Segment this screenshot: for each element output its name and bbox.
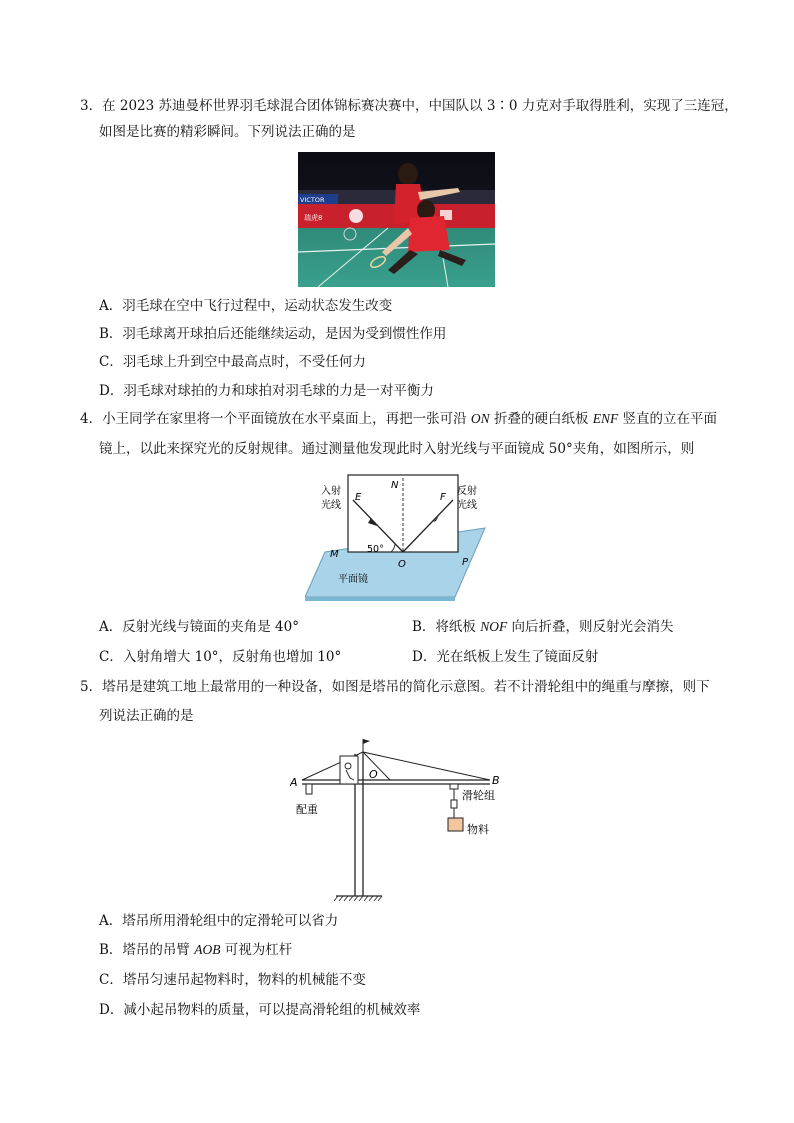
point-n-label: N — [391, 480, 399, 491]
load-label: 物料 — [467, 823, 489, 836]
q3-option-a: A．羽毛球在空中飞行过程中，运动状态发生改变 — [99, 298, 393, 314]
angle-label: 50° — [367, 544, 384, 555]
q5-option-b-part-b: 可视为杠杆 — [220, 942, 293, 958]
q3-option-d: D．羽毛球对球拍的力和球拍对羽毛球的力是一对平衡力 — [99, 383, 434, 399]
q4-option-b-part-a: B．将纸板 — [412, 619, 481, 635]
badminton-photo — [298, 152, 495, 287]
q3-option-c: C．羽毛球上升到空中最高点时，不受任何力 — [99, 354, 366, 370]
q5-option-b — [99, 940, 292, 960]
q3-stem-line1: 3．在 2023 苏迪曼杯世界羽毛球混合团体锦标赛决赛中，中国队以 3∶0 力克对手取得胜利，实现了三连冠， — [80, 98, 738, 114]
point-p-label: P — [462, 557, 469, 568]
tower-crane-diagram — [290, 736, 505, 901]
point-a-label: A — [290, 776, 298, 789]
reflection-diagram — [305, 470, 495, 605]
point-o-label: O — [398, 559, 406, 570]
counterweight-label: 配重 — [296, 803, 318, 816]
banner-text: 瑞虎8 — [304, 214, 323, 222]
q5-stem-line2: 列说法正确的是 — [99, 708, 194, 724]
q4-stem-part-a: 4．小王同学在家里将一个平面镜放在水平桌面上，再把一张可沿 — [80, 411, 471, 427]
point-m-label: M — [330, 549, 339, 560]
q4-stem-line1 — [80, 409, 717, 429]
mirror-label: 平面镜 — [338, 574, 368, 585]
q5-stem-line1: 5．塔吊是建筑工地上最常用的一种设备，如图是塔吊的简化示意图。若不计滑轮组中的绳重与摩擦，则下 — [80, 679, 710, 695]
q3-stem-line2: 如图是比赛的精彩瞬间。下列说法正确的是 — [99, 124, 356, 140]
q5-option-d: D．减小起吊物料的质量，可以提高滑轮组的机械效率 — [99, 1002, 421, 1018]
point-b-label: B — [492, 774, 500, 787]
q5-option-b-aob: AOB — [194, 942, 221, 957]
point-e-label: E — [355, 492, 362, 503]
q5-option-b-part-a: B．塔吊的吊臂 — [99, 942, 195, 958]
reflected-label-1: 反射 — [457, 486, 477, 497]
q4-option-b — [412, 617, 674, 637]
q4-stem-enf: ENF — [592, 411, 619, 426]
q4-option-b-nof: NOF — [480, 619, 508, 634]
q4-stem-part-c: 竖直的立在平面 — [618, 411, 718, 427]
sponsor-text: VICTOR — [300, 196, 325, 204]
incident-label-1: 入射 — [321, 486, 341, 497]
q4-stem-part-b: 折叠的硬白纸板 — [489, 411, 593, 427]
reflected-label-2: 光线 — [457, 500, 477, 511]
q4-option-c: C．入射角增大 10°，反射角也增加 10° — [99, 649, 342, 665]
q3-option-b: B．羽毛球离开球拍后还能继续运动，是因为受到惯性作用 — [99, 326, 447, 342]
q4-option-b-part-b: 向后折叠，则反射光会消失 — [507, 619, 674, 635]
q4-option-d: D．光在纸板上发生了镜面反射 — [412, 649, 599, 665]
q4-stem-on: ON — [470, 411, 490, 426]
incident-label-2: 光线 — [321, 500, 341, 511]
q4-option-a: A．反射光线与镜面的夹角是 40° — [99, 619, 299, 635]
point-o-label-crane: O — [369, 768, 378, 781]
pulley-label: 滑轮组 — [462, 789, 495, 802]
q5-option-a: A．塔吊所用滑轮组中的定滑轮可以省力 — [99, 913, 339, 929]
point-f-label: F — [440, 492, 446, 503]
q4-stem-line2: 镜上，以此来探究光的反射规律。通过测量他发现此时入射光线与平面镜成 50°夹角，如图所示，则 — [99, 441, 695, 457]
q5-option-c: C．塔吊匀速吊起物料时，物料的机械能不变 — [99, 972, 366, 988]
